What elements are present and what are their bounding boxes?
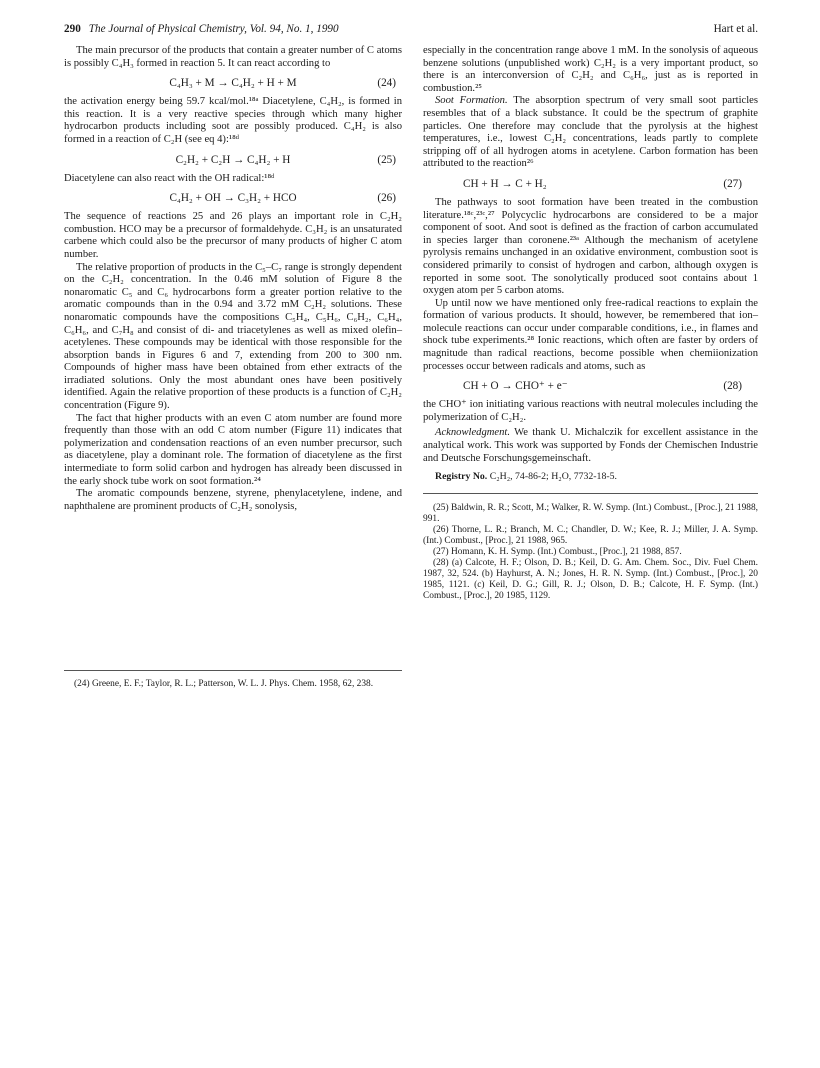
equation-27 <box>423 176 758 192</box>
equation-25 <box>64 152 402 168</box>
equation-formula: CH + H → C + H₂ <box>463 177 547 190</box>
right-column <box>423 45 758 602</box>
paragraph <box>423 95 758 171</box>
equation-formula: C₄H₃ + M → C₄H₂ + H + M <box>169 77 297 90</box>
footnote-divider <box>423 493 758 494</box>
acknowledgment-text: We thank U. Michalczik for excellent assistance in the analytical work. This work was supported by Fonds der Chemischen Industrie and Deutsche Forschungsgemeinschaft. <box>423 427 758 464</box>
paragraph: The pathways to soot formation have been treated in the combustion literature.¹⁸ᶜ,²³ᶜ,²⁷ Polycyclic hydrocarbons are considered to be a major component of soot. And soot is defined as the fraction of carbon accumulated in species larger than coronene.²³ᵃ Although the mechanism of acetylene pyrolysis remains unchanged in an oxidative environment, combustion soot is considered primarily to consist of hydrogen and carbon, although oxygen is reported in some soot. The sonolytically produced soot contains about 1 oxygen atom per 5 carbon atoms. <box>423 196 758 297</box>
paragraph: The main precursor of the products that contain a greater number of C atoms is possibly C₄H₃ formed in reaction 5. It can react according to <box>64 45 402 69</box>
registry-values: C₂H₂, 74-86-2; H₂O, 7732-18-5. <box>487 471 617 483</box>
equation-26 <box>64 190 402 206</box>
paragraph-text: The absorption spectrum of very small soot particles resembles that of a black substance. It could be the spectrum of graphite particles. One therefore may conclude that the pyrolysis at the highest temperatures, i.e., lowest C₂H₂ concentrations, leads partly to complete stripping off of all hydrogen atoms in acetylene. Carbon formation has been attributed to the reaction²⁶ <box>423 95 758 170</box>
equation-number: (25) <box>377 153 396 166</box>
paragraph: Diacetylene can also react with the OH radical:¹⁸ᵈ <box>64 172 275 184</box>
paragraph: The relative proportion of products in the C₅–C₇ range is strongly dependent on the C₂H₂ concentration. In the 0.46 mM solution of Figure 8 the nonaromatic C₅ and C₆ hydrocarbons form a greater portion relative to the aromatic compounds than in the 0.94 and 3.72 mM C₂H₂ solutions. These nonaromatic compounds have the compositions C₅H₄, C₅H₆, C₆H₂, C₆H₄, C₆H₆, and C₇H₈ and consist of di- and triacetylenes as well as mixed olefin–acetylenes. These compounds may be identical with those responsible for the absorption bands in Figures 6 and 7, extending from 200 to 300 nm. Compounds of higher mass have been obtained from ether extracts of the irradiated solutions. Only the most abundant ones have been positively identified. Again the relative proportion of these products is a function of C₂H₂ concentration (Figure 9). <box>64 261 402 412</box>
paragraph: the CHO⁺ ion initiating various reactions with neutral molecules including the polymerization of C₂H₂. <box>423 399 758 423</box>
equation-24 <box>64 75 402 91</box>
paragraph: The fact that higher products with an even C atom number are found more frequently than those with an odd C atom number (Figure 11) indicates that polymerization and condensation reactions of an even number precursor, such as diacetylene, play a dominant role. The formation of diacetylene as the first intermediate to form solid carbon and hydrogen has already been discussed in the early shock tube work on soot formation.²⁴ <box>64 412 402 487</box>
left-column <box>64 45 402 513</box>
acknowledgment <box>423 427 758 465</box>
running-header <box>64 21 758 39</box>
registry-label: Registry No. <box>435 471 488 483</box>
running-authors: Hart et al. <box>713 23 758 35</box>
equation-number: (24) <box>377 77 396 90</box>
right-footnotes <box>423 503 758 602</box>
reference-26: (26) Thorne, L. R.; Branch, M. C.; Chandler, D. W.; Kee, R. J.; Miller, J. A. Symp. (Int.) Combust., [Proc.], 21 1988, 965. <box>423 525 758 547</box>
left-footnotes <box>64 670 402 690</box>
equation-formula: CH + O → CHO⁺ + e⁻ <box>463 380 568 393</box>
reference-25: (25) Baldwin, R. R.; Scott, M.; Walker, R. W. Symp. (Int.) Combust., [Proc.], 21 1988, 991. <box>423 503 758 525</box>
reference-27: (27) Homann, K. H. Symp. (Int.) Combust., [Proc.], 21 1988, 857. <box>433 547 682 558</box>
page-number: 290 <box>64 23 81 35</box>
equation-number: (28) <box>723 380 742 393</box>
paragraph: The sequence of reactions 25 and 26 plays an important role in C₂H₂ combustion. HCO may be a precursor of formaldehyde. C₃H₂ is an unsaturated carbene which could also be the precursor of many products of higher C atom number. <box>64 211 402 260</box>
footnote-divider <box>64 670 402 671</box>
section-heading: Soot Formation. <box>435 95 508 107</box>
equation-number: (27) <box>723 177 742 190</box>
equation-28 <box>423 378 758 394</box>
equation-formula: C₄H₂ + OH → C₃H₂ + HCO <box>169 192 297 205</box>
reference-28: (28) (a) Calcote, H. F.; Olson, D. B.; Keil, D. G. Am. Chem. Soc., Div. Fuel Chem. 1987, 32, 524. (b) Hayhurst, A. N.; Jones, H. R. N. Symp. (Int.) Combust., [Proc.], 20 1985, 1121. (c) Keil, D. G.; Gill, R. J.; Olson, D. B.; Calcote, H. F. Symp. (Int.) Combust., [Proc.], 20 1985, 1129. <box>423 558 758 602</box>
paragraph: the activation energy being 59.7 kcal/mol.¹⁸ᵃ Diacetylene, C₄H₂, is formed in this reaction. It is a very reactive species through which many higher hydrocarbon products including soot are possibly produced. C₄H₂ is also formed in a reaction of C₂H (see eq 4):¹⁸ᵈ <box>64 96 402 145</box>
paragraph: The aromatic compounds benzene, styrene, phenylacetylene, indene, and naphthalene are prominent products of C₂H₂ sonolysis, <box>64 488 402 512</box>
paragraph: especially in the concentration range above 1 mM. In the sonolysis of aqueous benzene solutions (unpublished work) C₂H₂ is a very important product, so there is an interconversion of C₂H₂ and C₆H₆, just as is reported in combustion.²⁵ <box>423 45 758 94</box>
equation-formula: C₂H₂ + C₂H → C₄H₂ + H <box>175 153 291 166</box>
journal-citation: The Journal of Physical Chemistry, Vol. 94, No. 1, 1990 <box>88 23 339 35</box>
reference-24: (24) Greene, E. F.; Taylor, R. L.; Patterson, W. L. J. Phys. Chem. 1958, 62, 238. <box>74 679 374 689</box>
acknowledgment-heading: Acknowledgment. <box>435 427 511 439</box>
paragraph: Up until now we have mentioned only free-radical reactions to explain the formation of various products. It should, however, be remembered that ion–molecule reactions can occur under comparable conditions, i.e., in flames and shock tube experiments.²⁸ Ionic reactions, which often are faster by orders of magnitude than radical reactions, become possible when chemiionization processes occur between radicals and atoms, such as <box>423 297 758 372</box>
registry-numbers <box>423 471 758 483</box>
equation-number: (26) <box>377 192 396 205</box>
